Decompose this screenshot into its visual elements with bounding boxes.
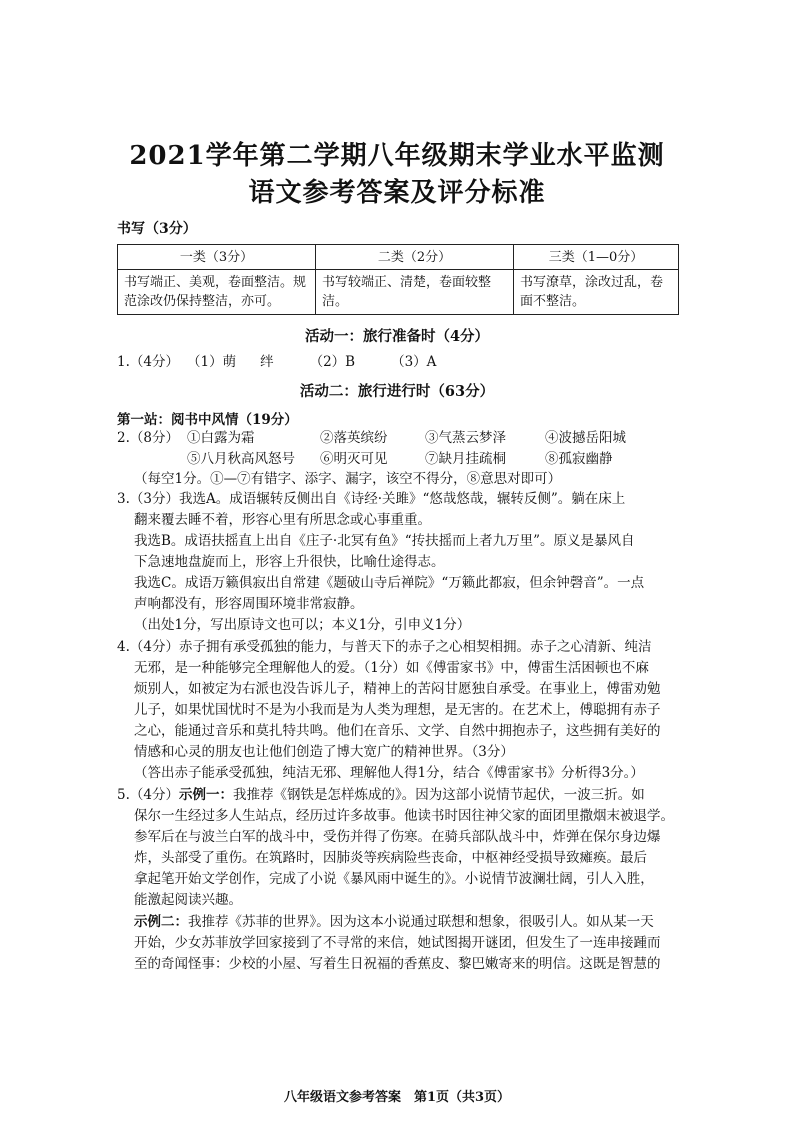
q5-ex2-line-2: 开始，少女苏菲放学回家接到了不寻常的来信，她试图揭开谜团，但发生了一连串接踵而 [134,935,661,951]
q3-scoring-note: （出处1分，写出原诗文也可以；本义1分，引申义1分） [134,617,471,633]
q1-answer-1: （1）萌 [186,354,237,370]
q2-scoring-note: （每空1分。①—⑦有错字、添字、漏字，该空不得分，⑧意思对即可） [134,471,562,487]
q1-answer-2: （2）B [309,354,356,370]
q4-line-1: 4.（4分）赤子拥有承受孤独的能力，与普天下的赤子之心相契相拥。赤子之心清新、纯洁 [117,639,652,655]
q2-item-8: ⑧孤寂幽静 [545,451,613,467]
q5-ex2-line-1 [134,912,654,932]
q3-line-3: 我选B。成语扶摇直上出自《庄子·北冥有鱼》“抟扶摇而上者九万里”。原义是暴风自 [134,533,635,549]
station1-heading: 第一站：阅书中风情（19分） [117,412,298,428]
q5-number: 5.（4分） [117,787,179,803]
q3-line-5: 我选C。成语万籁俱寂出自常建《题破山寺后禅院》“万籁此都寂，但余钟磬音”。一点 [134,575,645,591]
scoring-table [117,244,679,315]
page-footer: 八年级语文参考答案 第1页（共3页） [283,1090,511,1105]
table-header-class3: 三类（1—0分） [514,245,679,270]
table-cell-class2: 书写较端正、清楚，卷面较整洁。 [316,270,514,315]
q1-answer-3: （3）A [391,354,437,370]
q4-line-3: 烦别人，如被定为右派也没告诉儿子，精神上的苦闷甘愿独自承受。在事业上，傅雷劝勉 [134,681,661,697]
q4-line-4: 儿子，如果忧国忧时不是为小我而是为人类为理想，是无害的。在艺术上，傅聪拥有赤子 [134,702,661,718]
q3-line-6: 声响都没有，形容周围环境非常寂静。 [134,596,364,612]
q2-item-2: ②落英缤纷 [320,430,388,446]
page-title: 2021学年第二学期八年级期末学业水平监测 [129,141,665,171]
q2-item-1: ①白露为霜 [187,430,255,446]
q1-answer [117,352,436,372]
q5-example2-text: 我推荐《苏菲的世界》。因为这本小说通过联想和想象，很吸引人。如从某一天 [188,914,654,930]
q5-example1-label: 示例一： [178,787,233,803]
q5-line-1 [117,785,645,805]
page-subtitle: 语文参考答案及评分标准 [248,178,546,208]
q5-ex1-line-3: 参军后在与波兰白军的战斗中，受伤并得了伤寒。在骑兵部队战斗中，炸弹在保尔身边爆 [134,829,661,845]
table-header-class1: 一类（3分） [118,245,316,270]
q4-line-6: 情感和心灵的朋友也让他们创造了博大宽广的精神世界。（3分） [134,744,514,760]
q3-line-1: 3.（3分）我选A。成语辗转反侧出自《诗经·关雎》“悠哉悠哉，辗转反侧”。躺在床上 [117,491,626,507]
q5-ex1-line-6: 能激起阅读兴趣。 [134,892,242,908]
q4-line-2: 无邪，是一种能够完全理解他人的爱。（1分）如《傅雷家书》中，傅雷生活困顿也不麻 [134,660,649,676]
table-cell-class1: 书写端正、美观，卷面整洁。规范涂改仍保持整洁，亦可。 [118,270,316,315]
table-header-class2: 二类（2分） [316,245,514,270]
q4-line-5: 之心，能通过音乐和莫扎特共鸣。他们在音乐、文学、自然中拥抱赤子，这些拥有美好的 [134,723,661,739]
q2-item-4: ④波撼岳阳城 [545,430,626,446]
q2-item-5: ⑤八月秋高风怒号 [187,451,295,467]
q5-example1-text: 我推荐《钢铁是怎样炼成的》。因为这部小说情节起伏，一波三折。如 [232,787,645,803]
table-cell-class3: 书写潦草，涂改过乱，卷面不整洁。 [514,270,679,315]
q4-scoring-note: （答出赤子能承受孤独，纯洁无邪、理解他人得1分，结合《傅雷家书》分析得3分。） [134,765,644,781]
q3-line-2: 翻来覆去睡不着，形容心里有所思念或心事重重。 [134,512,431,528]
q5-ex1-line-5: 拿起笔开始文学创作，完成了小说《暴风雨中诞生的》。小说情节波澜壮阔，引人入胜， [134,871,654,887]
q1-answer-1b: 绊 [260,354,274,370]
q5-ex1-line-2: 保尔一生经过多人生站点，经历过许多故事。他读书时因往神父家的面团里撒烟末被退学。 [134,808,674,824]
q1-number: 1.（4分） [117,354,179,370]
q2-item-6: ⑥明灭可见 [320,451,388,467]
q2-item-3: ③气蒸云梦泽 [425,430,506,446]
q2-item-7: ⑦缺月挂疏桐 [425,451,506,467]
activity1-heading: 活动一：旅行准备时（4分） [304,328,490,345]
q5-example2-label: 示例二： [134,914,188,930]
q3-line-4: 下急速地盘旋而上，形容上升很快，比喻仕途得志。 [134,554,445,570]
activity2-heading: 活动二：旅行进行时（63分） [299,383,495,400]
q5-ex2-line-3: 至的奇闻怪事：少校的小屋、写着生日祝福的香蕉皮、黎巴嫩寄来的明信。这既是智慧的 [134,956,661,972]
q2-number: 2.（8分） [117,430,179,446]
q5-ex1-line-4: 炸，头部受了重伤。在筑路时，因肺炎等疾病险些丧命，中枢神经受损导致瘫痪。最后 [134,850,647,866]
writing-heading: 书写（3分） [117,221,197,237]
